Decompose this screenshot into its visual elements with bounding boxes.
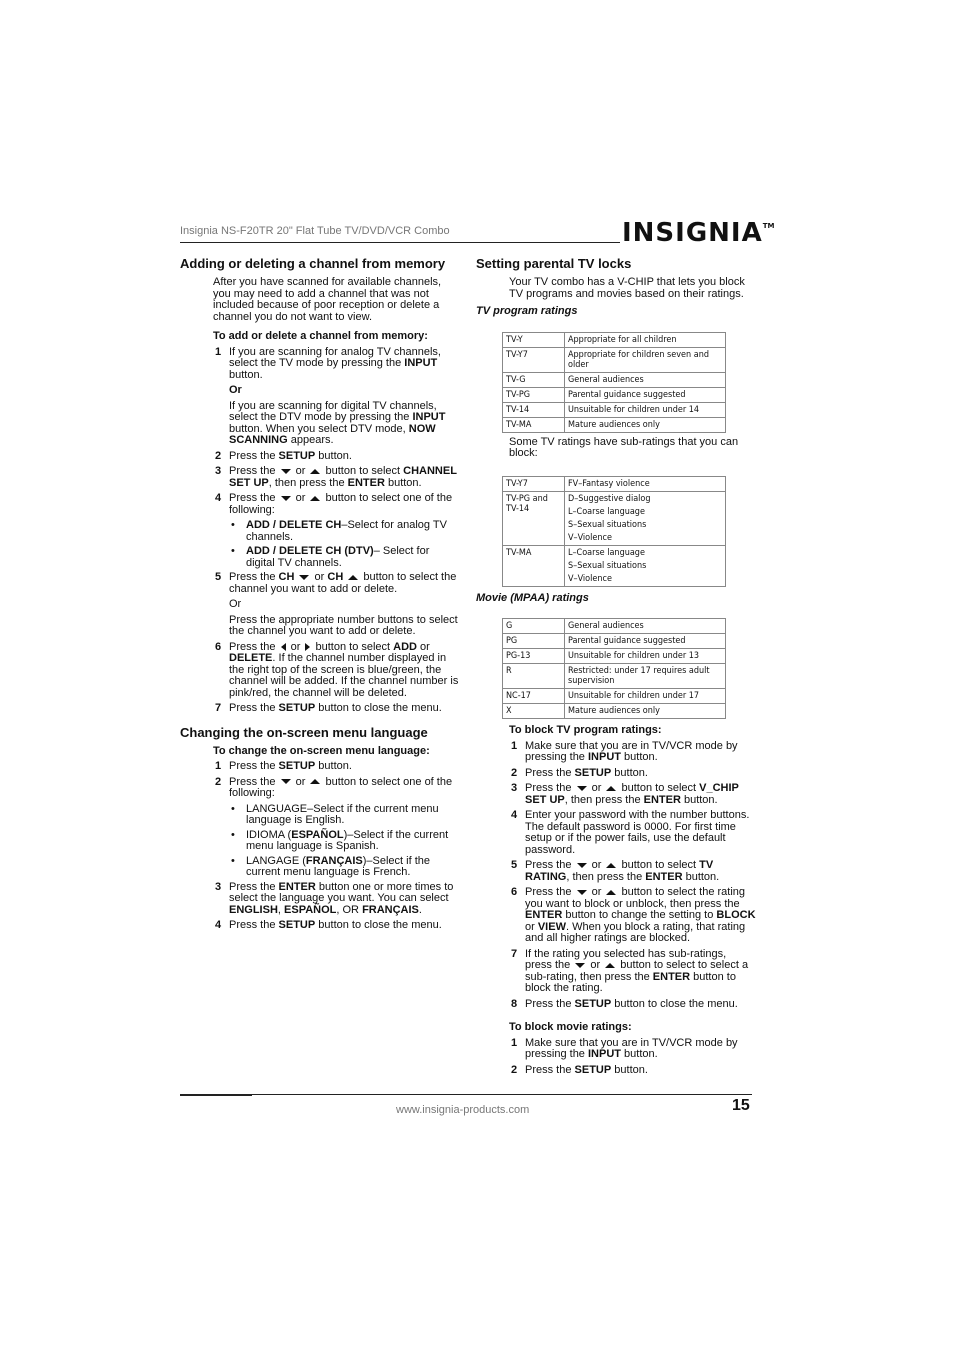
sub-ratings-table (502, 476, 726, 587)
add-delete-step-2: 2 Press the SETUP button. (215, 449, 352, 462)
add-delete-procedure-title: To add or delete a channel from memory: (213, 330, 428, 342)
movie-rating-row (503, 689, 726, 704)
movie-rating-rating-cell: PG-13 (503, 649, 565, 664)
block-tv-step-1: 1 Make sure that you are in TV/VCR mode by pressing the INPUT button. (511, 739, 738, 763)
sub-rating-lines-cell (565, 491, 726, 545)
tv-rating-rating-cell: TV-14 (503, 402, 565, 417)
sub-rating-cell: TV-PG and TV-14 (503, 491, 565, 545)
tv-rating-description-cell: Parental guidance suggested (565, 387, 726, 402)
tv-ratings-caption: TV program ratings (476, 305, 578, 317)
tv-rating-description-cell: Unsuitable for children under 14 (565, 402, 726, 417)
parental-intro: Your TV combo has a V-CHIP that lets you block TV programs and movies based on their ratings. (509, 276, 745, 300)
movie-ratings-table (502, 618, 726, 719)
language-bullet-french: • LANGAGE (FRANÇAIS)–Select if the current menu language is French. (246, 856, 460, 879)
block-movie-step-2: 2 Press the SETUP button. (511, 1063, 648, 1076)
block-tv-step-6: 6 Press the or button to select the rating you want to block or unblock, then press the ENTER button to change the setting to BLOCK or VIEW. When you block a rating, that rating and all higher ratings are blocked. (511, 886, 756, 944)
sub-rating-row (503, 476, 726, 491)
sub-rating-cell: TV-MA (503, 545, 565, 586)
sub-rating-line: L–Coarse language (568, 506, 645, 517)
movie-rating-row (503, 619, 726, 634)
add-delete-step-5b: Press the appropriate number buttons to select the channel you want to add or delete. (229, 613, 458, 637)
insignia-logo (622, 218, 774, 248)
sub-rating-cell: TV-Y7 (503, 476, 565, 491)
tv-rating-description-cell: Mature audiences only (565, 417, 726, 432)
tv-rating-description-cell: General audiences (565, 372, 726, 387)
movie-rating-row (503, 634, 726, 649)
language-step-1: 1 Press the SETUP button. (215, 760, 352, 772)
block-tv-step-3: 3 Press the or button to select V_CHIP SET UP, then press the ENTER button. (511, 782, 739, 806)
tv-rating-row (503, 417, 726, 432)
block-tv-procedure-title: To block TV program ratings: (509, 724, 662, 736)
language-step-3: 3 Press the ENTER button one or more times to select the language you want. You can select ENGLISH, ESPAÑOL, OR FRANÇAIS. (215, 880, 454, 916)
add-delete-step-7: 7 Press the SETUP button to close the menu. (215, 702, 442, 714)
tv-rating-rating-cell: TV-G (503, 372, 565, 387)
movie-rating-description-cell: Unsuitable for children under 13 (565, 649, 726, 664)
movie-rating-rating-cell: PG (503, 634, 565, 649)
section-title-add-delete: Adding or deleting a channel from memory (180, 256, 446, 271)
section-title-language: Changing the on-screen menu language (180, 724, 428, 740)
block-movie-step-1: 1 Make sure that you are in TV/VCR mode by pressing the INPUT button. (511, 1036, 738, 1060)
block-movie-procedure-title: To block movie ratings: (509, 1021, 632, 1033)
add-delete-bullet-analog: • ADD / DELETE CH–Select for analog TV channels. (246, 520, 460, 543)
sub-rating-line: L–Coarse language (568, 547, 645, 558)
add-delete-step-1b: If you are scanning for digital TV channels, select the DTV mode by pressing the INPUT button. When you select DTV mode, NOW SCANNING appears. (229, 399, 446, 446)
add-delete-or-1: Or (229, 384, 242, 396)
language-bullet-spanish: • IDIOMA (ESPAÑOL)–Select if the current menu language is Spanish. (246, 830, 460, 853)
tv-rating-row (503, 387, 726, 402)
logo-text: INSIGNIA (622, 218, 763, 248)
tv-rating-rating-cell: TV-MA (503, 417, 565, 432)
block-tv-step-2: 2 Press the SETUP button. (511, 766, 648, 779)
sub-rating-line: S–Sexual situations (568, 560, 647, 571)
add-delete-intro: After you have scanned for available channels, you may need to add a channel that was not included because of poor reception or delete a channel you do not want to view. (213, 276, 442, 323)
movie-rating-rating-cell: R (503, 664, 565, 689)
sub-rating-row (503, 491, 726, 545)
tv-rating-row (503, 332, 726, 347)
tv-rating-description-cell: Appropriate for children seven and older (565, 347, 726, 372)
sub-rating-line: S–Sexual situations (568, 519, 647, 530)
tv-rating-row (503, 372, 726, 387)
add-delete-step-4: 4 Press the or button to select one of the following: (215, 492, 453, 516)
language-bullet-english: • LANGUAGE–Select if the current menu language is English. (246, 804, 460, 827)
page-number: 15 (732, 1097, 750, 1114)
language-step-4: 4 Press the SETUP button to close the menu. (215, 919, 442, 931)
add-delete-step-5: 5 Press the CH or CH button to select the channel you want to add or delete. (215, 571, 457, 595)
language-procedure-title: To change the on-screen menu language: (213, 744, 430, 757)
sub-rating-line: V–Violence (568, 532, 612, 543)
add-delete-step-3: 3 Press the or button to select CHANNEL SET UP, then press the ENTER button. (215, 465, 457, 489)
movie-rating-rating-cell: NC-17 (503, 689, 565, 704)
add-delete-step-1: 1 If you are scanning for analog TV channels, select the TV mode by pressing the INPUT button. (215, 345, 441, 381)
section-title-parental: Setting parental TV locks (476, 256, 632, 271)
movie-rating-description-cell: Parental guidance suggested (565, 634, 726, 649)
movie-rating-description-cell: Restricted: under 17 requires adult supervision (565, 664, 726, 689)
tv-rating-row (503, 347, 726, 372)
sub-ratings-intro: Some TV ratings have sub-ratings that you can block: (509, 435, 739, 459)
add-delete-or-2: Or (229, 598, 242, 610)
tv-rating-row (503, 402, 726, 417)
footer-rule (252, 1094, 752, 1095)
movie-ratings-caption: Movie (MPAA) ratings (476, 591, 589, 604)
sub-rating-line: V–Violence (568, 573, 612, 584)
header-rule (180, 242, 620, 243)
tv-rating-rating-cell: TV-Y (503, 332, 565, 347)
sub-rating-row (503, 545, 726, 586)
sub-rating-lines-cell (565, 545, 726, 586)
block-tv-step-5: 5 Press the or button to select TV RATING, then press the ENTER button. (511, 859, 720, 883)
tv-rating-rating-cell: TV-Y7 (503, 347, 565, 372)
logo-tm: TM (762, 222, 775, 230)
language-step-2: 2 Press the or button to select one of the following: (215, 775, 453, 799)
sub-rating-line: FV–Fantasy violence (568, 478, 650, 489)
block-tv-step-8: 8 Press the SETUP button to close the menu. (511, 997, 738, 1010)
tv-rating-rating-cell: TV-PG (503, 387, 565, 402)
movie-rating-row (503, 649, 726, 664)
sub-rating-line: D–Suggestive dialog (568, 493, 651, 504)
movie-rating-description-cell: Mature audiences only (565, 704, 726, 719)
header-title: Insignia NS-F20TR 20" Flat Tube TV/DVD/VCR Combo (180, 225, 450, 237)
tv-ratings-table (502, 332, 726, 433)
add-delete-step-6: 6 Press the or button to select ADD or DELETE. If the channel number displayed in the right top of the screen is blue/green, the channel will be added. If the channel number is pink/red, the channel will be deleted. (215, 640, 459, 699)
movie-rating-description-cell: General audiences (565, 619, 726, 634)
movie-rating-description-cell: Unsuitable for children under 17 (565, 689, 726, 704)
footer-url: www.insignia-products.com (396, 1104, 530, 1116)
block-tv-step-7: 7 If the rating you selected has sub-ratings, press the or button to select to select a sub-rating, then press the ENTER button to block the rating. (511, 947, 749, 994)
block-tv-step-4: 4 Enter your password with the number buttons. The default password is 0000. For first time setup or if the power fails, use the default password. (511, 809, 750, 856)
add-delete-bullet-digital: • ADD / DELETE CH (DTV)– Select for digital TV channels. (246, 546, 460, 569)
sub-rating-lines-cell (565, 476, 726, 491)
movie-rating-row (503, 704, 726, 719)
footer-rule-thick (180, 1094, 252, 1096)
right-column (476, 256, 756, 1080)
movie-rating-rating-cell: X (503, 704, 565, 719)
movie-rating-rating-cell: G (503, 619, 565, 634)
movie-rating-row (503, 664, 726, 689)
left-column (180, 256, 460, 936)
tv-rating-description-cell: Appropriate for all children (565, 332, 726, 347)
